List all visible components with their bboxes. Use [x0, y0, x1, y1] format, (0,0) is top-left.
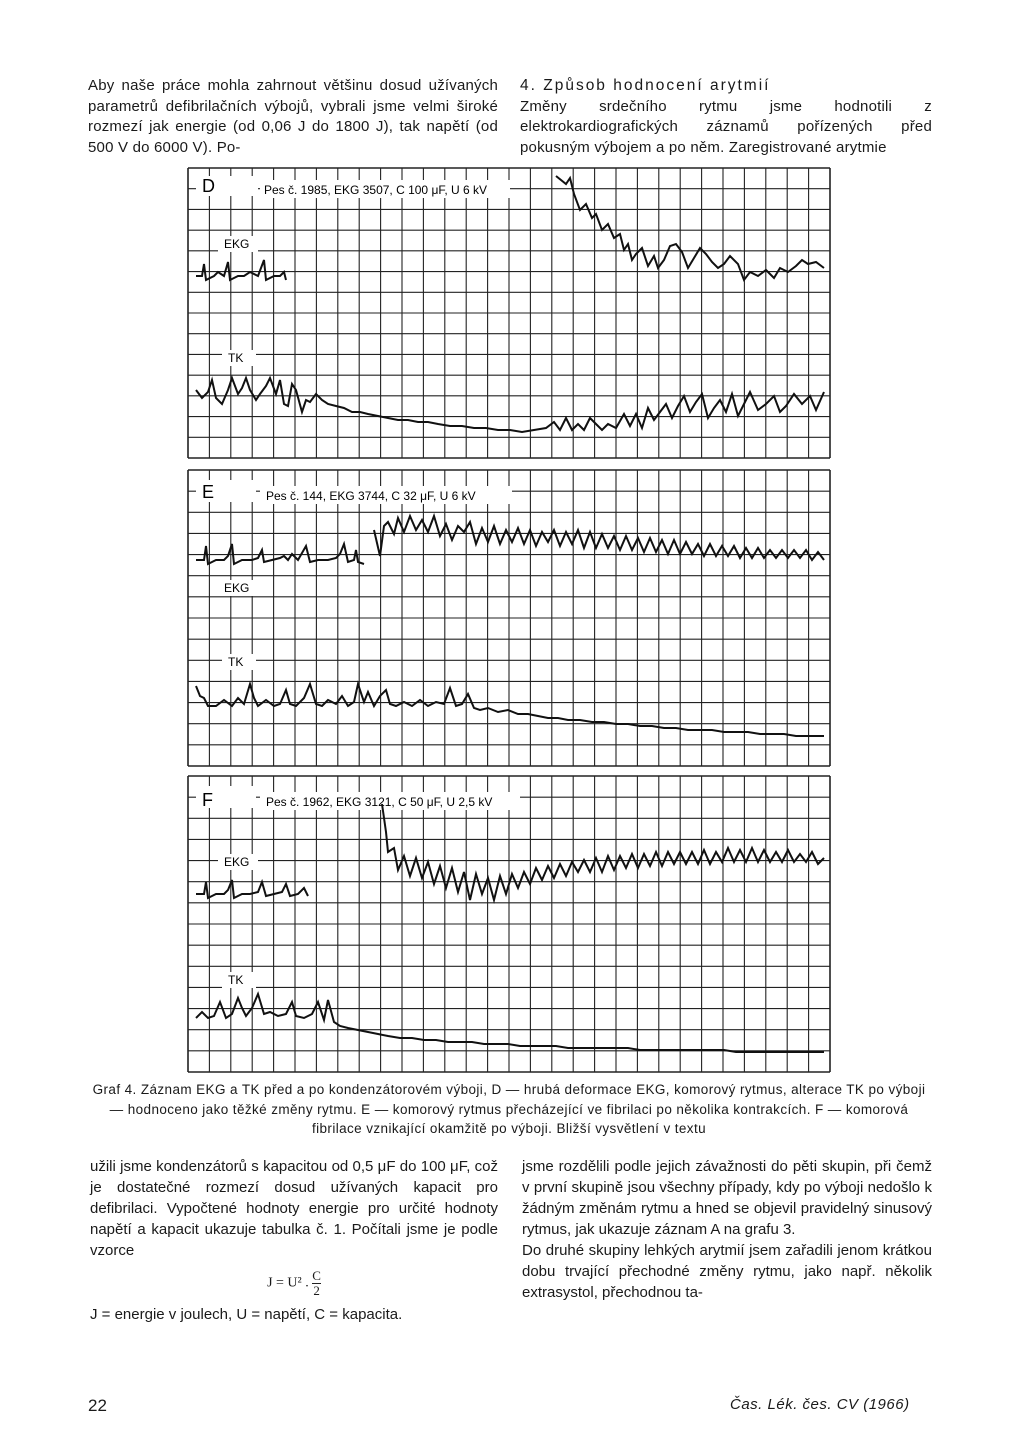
- ekg-label-f: EKG: [224, 855, 250, 869]
- section-title: 4. Způsob hodnocení arytmií: [520, 77, 771, 94]
- tk-trace-f: [196, 994, 824, 1052]
- formula-fraction: [312, 1269, 321, 1298]
- ecg-panel-d: [188, 168, 830, 458]
- tk-label-f: TK: [228, 973, 244, 987]
- tk-trace-e: [196, 684, 824, 736]
- panel-letter-f: F: [202, 790, 213, 810]
- formula-denominator: 2: [313, 1283, 320, 1298]
- top-left-paragraph: [88, 76, 498, 158]
- body-paragraph: užili jsme kondenzátorů s kapacitou od 0,5 μF do 100 μF, což je dostatečné rozmezí dosud užívaných kapacit pro defibrilaci. Vypočtené hodnoty energie pro určité hodnoty napětí a kapacit ukazuje tabulka č. 1. Počítali jsme je podle vzorce: [90, 1158, 498, 1259]
- tk-label-d: TK: [228, 351, 244, 365]
- ekg-trace-e: [196, 544, 364, 564]
- top-right-column: [520, 76, 932, 158]
- ecg-grid-f: [188, 776, 830, 1072]
- bottom-left-column: [90, 1156, 498, 1325]
- formula-legend: J = energie v joulech, U = napětí, C = kapacita.: [90, 1306, 403, 1323]
- body-paragraph: Do druhé skupiny lehkých arytmií jsem zařadili jenom krátkou dobu trvající přechodné změny rytmu, jako např. několik extrasystol, přechodnou ta-: [522, 1242, 932, 1301]
- ecg-panel-e: [188, 470, 830, 766]
- formula-numerator: C: [312, 1268, 321, 1283]
- bottom-right-column: [522, 1156, 932, 1303]
- body-paragraph: jsme rozdělili podle jejich závažnosti do pěti skupin, při čemž v první skupině jsou všechny případy, kdy po výboji nedošlo k žádným změnám rytmu a hned se objevil pravidelný sinusový rytmus, jak ukazuje záznam A na grafu 3.: [522, 1158, 932, 1238]
- tk-label-e: TK: [228, 655, 244, 669]
- tk-trace-d: [196, 378, 824, 432]
- energy-formula: [90, 1269, 498, 1298]
- panel-header-e: Pes č. 144, EKG 3744, C 32 μF, U 6 kV: [266, 489, 476, 503]
- panel-header-d: Pes č. 1985, EKG 3507, C 100 μF, U 6 kV: [264, 183, 488, 197]
- panel-letter-e: E: [202, 482, 215, 502]
- figure-caption: Graf 4. Záznam EKG a TK před a po kondenzátorovém výboji, D — hrubá deformace EKG, komorový rytmus, alterace TK po výboji — hodnoceno jako těžké změny rytmu. E — komorový rytmus přecházející ve fibrilaci po několika kontrakcích. F — komorová fibrilace vznikající okamžitě po výboji. Bližší vysvětlení v textu: [92, 1082, 926, 1136]
- method-text: Změny srdečního rytmu jsme hodnotili z elektrokardiografických záznamů pořízených před pokusným výbojem a po něm. Zaregistrované arytmie: [520, 97, 932, 156]
- ekg-trace-e-post: [374, 516, 824, 560]
- intro-text: Aby naše práce mohla zahrnout většinu dosud užívaných parametrů defibrilačních výbojů, vybrali jsme velmi široké rozmezí jak energie (od 0,06 J do 1800 J), tak napětí (od 500 V do 6000 V). Po-: [88, 77, 498, 156]
- ekg-label-e: EKG: [224, 581, 250, 595]
- panel-letter-d: D: [202, 176, 215, 196]
- ecg-grid-e: [188, 470, 830, 766]
- formula-left: J = U² .: [267, 1275, 309, 1291]
- journal-footer: Čas. Lék. čes. CV (1966): [730, 1396, 910, 1413]
- page-number: 22: [88, 1396, 107, 1415]
- ekg-trace-d-post: [556, 176, 824, 280]
- ecg-grid-d: [188, 168, 830, 458]
- ekg-label-d: EKG: [224, 237, 250, 251]
- panel-header-f: Pes č. 1962, EKG 3121, C 50 μF, U 2,5 kV: [266, 795, 493, 809]
- ecg-panel-f: [188, 776, 830, 1072]
